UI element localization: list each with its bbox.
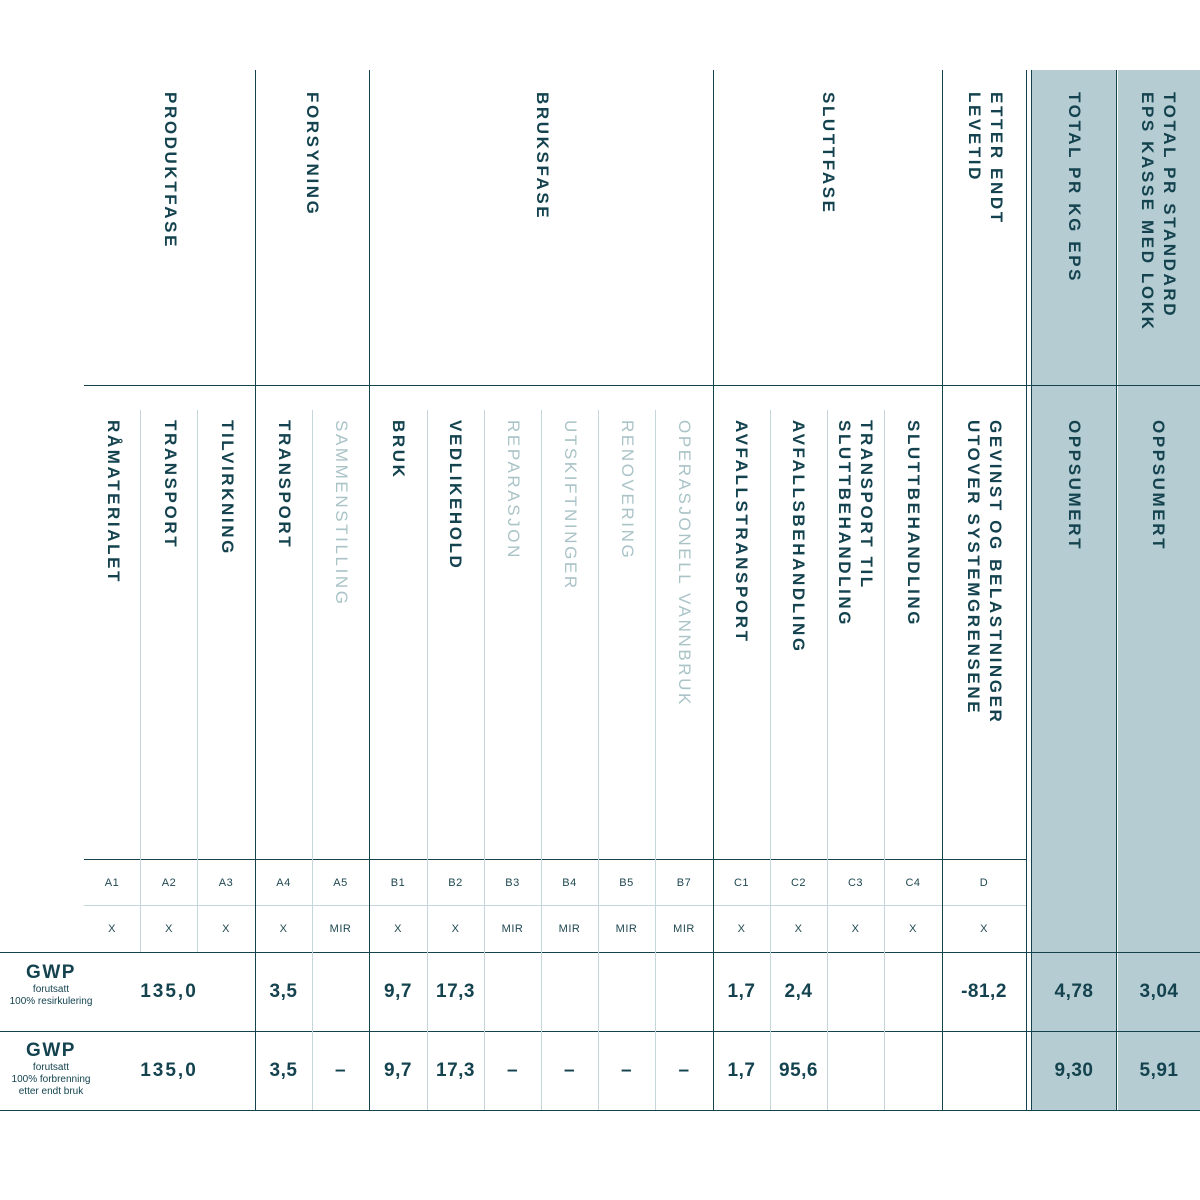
module-status-d: X	[980, 922, 988, 935]
module-status-a1: X	[108, 922, 116, 935]
module-code-c1: C1	[733, 876, 750, 889]
module-code-b5: B5	[619, 876, 634, 889]
module-status-b3: MIR	[501, 922, 524, 935]
module-label-b7: OPERASJONELL VANNBRUK	[675, 420, 694, 707]
module-separator-line	[312, 410, 313, 1110]
phase-sluttfase: SLUTTFASE	[819, 92, 838, 215]
module-status-a2: X	[165, 922, 173, 935]
module-label-b2: VEDLIKEHOLD	[446, 420, 465, 571]
module-label-a4: TRANSPORT	[275, 420, 294, 550]
module-code-c3: C3	[847, 876, 864, 889]
module-code-b1: B1	[390, 876, 406, 889]
module-label-d: GEVINST OG BELASTNINGER UTOVER SYSTEMGRENSENE	[964, 420, 1005, 725]
row-label-forbrenning	[0, 1040, 102, 1098]
module-status-a5: MIR	[329, 922, 352, 935]
module-label-a1: RÅMATERIALET	[104, 420, 123, 585]
row2-c2: 95,6	[779, 1060, 818, 1081]
row1-total-kg: 4,78	[1054, 981, 1094, 1002]
module-separator-line	[140, 410, 141, 952]
row2-c3	[827, 1032, 884, 1110]
module-separator-line	[770, 410, 771, 1110]
module-status-b1: X	[394, 922, 402, 935]
row2-b5: –	[620, 1060, 633, 1081]
module-status-c3: X	[851, 922, 860, 935]
module-code-a1: A1	[104, 876, 120, 889]
module-status-c4: X	[909, 922, 917, 935]
module-status-a4: X	[279, 922, 288, 935]
module-code-a5: A5	[333, 876, 348, 889]
phase-total-kasse: TOTAL PR STANDARD EPS KASSE MED LOKK	[1138, 92, 1179, 332]
row2-a5: –	[334, 1060, 347, 1081]
module-separator-line	[484, 410, 485, 1110]
row1-b3	[484, 953, 541, 1031]
module-label-a3: TILVIRKNING	[218, 420, 237, 556]
module-code-b2: B2	[448, 876, 463, 889]
module-code-b3: B3	[505, 876, 520, 889]
row-title: GWP	[26, 962, 76, 983]
phase-separator-line	[369, 70, 370, 1111]
module-code-d: D	[979, 876, 989, 889]
row2-total-kg: 9,30	[1054, 1060, 1094, 1081]
module-label-b4: UTSKIFTNINGER	[561, 420, 580, 591]
module-code-a3: A3	[218, 876, 234, 889]
row1-a5	[312, 953, 369, 1031]
phase-separator-line	[1026, 70, 1027, 1111]
row-label-resirkulering	[0, 962, 102, 1008]
row1-a1-a3: 135,0	[140, 981, 198, 1002]
module-status-c1: X	[737, 922, 746, 935]
row-divider-line	[0, 1031, 1200, 1032]
table-bottom-line	[0, 1110, 1200, 1111]
row1-c1: 1,7	[727, 981, 756, 1002]
module-label-b1: BRUK	[389, 420, 408, 480]
row2-a1-a3: 135,0	[140, 1060, 198, 1081]
module-code-b7: B7	[676, 876, 692, 889]
module-code-c2: C2	[790, 876, 807, 889]
phase-separator-line	[1116, 70, 1117, 1111]
module-label-a5: SAMMENSTILLING	[332, 420, 351, 607]
row2-b2: 17,3	[436, 1060, 475, 1081]
module-separator-line	[655, 410, 656, 1110]
module-label-c3: TRANSPORT TIL SLUTTBEHANDLING	[835, 420, 876, 628]
module-label-b5: RENOVERING	[618, 420, 637, 561]
module-code-a2: A2	[161, 876, 177, 889]
module-status-c2: X	[794, 922, 803, 935]
module-separator-line	[197, 410, 198, 952]
module-label-c4: SLUTTBEHANDLING	[904, 420, 923, 628]
total-kg-sub-label: OPPSUMERT	[1065, 420, 1084, 552]
row2-b3: –	[506, 1060, 519, 1081]
row1-b2: 17,3	[436, 981, 475, 1002]
row1-b5	[598, 953, 655, 1031]
row1-b7	[655, 953, 713, 1031]
header-divider-line	[84, 385, 1200, 386]
module-status-b5: MIR	[615, 922, 638, 935]
module-status-a3: X	[222, 922, 230, 935]
module-separator-line	[598, 410, 599, 1110]
phase-forsyning: FORSYNING	[303, 92, 322, 217]
row-title: GWP	[26, 1040, 76, 1061]
table-body-top-line	[0, 952, 1200, 953]
phase-separator-line	[713, 70, 714, 1111]
row2-c4	[884, 1032, 942, 1110]
row2-c1: 1,7	[727, 1060, 756, 1081]
row2-b7: –	[678, 1060, 690, 1081]
phase-separator-line	[1031, 70, 1032, 1111]
module-separator-line	[427, 410, 428, 1110]
row1-b1: 9,7	[384, 981, 412, 1002]
row1-c4	[884, 953, 942, 1031]
row1-c2: 2,4	[784, 981, 813, 1002]
row1-d: -81,2	[961, 981, 1007, 1002]
module-label-a2: TRANSPORT	[161, 420, 180, 550]
row-note: forutsatt 100% resirkulering	[9, 984, 93, 1007]
phase-etter-endt-levetid: ETTER ENDT LEVETID	[965, 92, 1006, 225]
row1-c3	[827, 953, 884, 1031]
row2-b1: 9,7	[384, 1060, 412, 1081]
module-label-b3: REPARASJON	[504, 420, 523, 560]
phase-produktfase: PRODUKTFASE	[161, 92, 180, 250]
phase-total-kg: TOTAL PR KG EPS	[1065, 92, 1084, 284]
row-note: forutsatt 100% forbrenning etter endt bruk	[11, 1062, 91, 1097]
row1-b4	[541, 953, 598, 1031]
row2-a4: 3,5	[269, 1060, 298, 1081]
module-code-b4: B4	[562, 876, 577, 889]
row1-total-kasse: 3,04	[1139, 981, 1179, 1002]
row2-b4: –	[563, 1060, 576, 1081]
total-kasse-sub-label: OPPSUMERT	[1149, 420, 1168, 552]
module-status-b2: X	[451, 922, 460, 935]
module-status-b7: MIR	[673, 922, 695, 935]
row1-a4: 3,5	[269, 981, 298, 1002]
row2-total-kasse: 5,91	[1139, 1060, 1179, 1081]
module-code-c4: C4	[905, 876, 921, 889]
module-code-a4: A4	[276, 876, 291, 889]
row2-d	[942, 1032, 1026, 1110]
module-separator-line	[541, 410, 542, 1110]
module-status-b4: MIR	[558, 922, 581, 935]
module-separator-line	[827, 410, 828, 1110]
phase-separator-line	[942, 70, 943, 1111]
module-label-c2: AVFALLSBEHANDLING	[789, 420, 808, 654]
module-separator-line	[884, 410, 885, 1110]
phase-separator-line	[255, 70, 256, 1111]
module-label-c1: AVFALLSTRANSPORT	[732, 420, 751, 644]
phase-bruksfase: BRUKSFASE	[533, 92, 552, 221]
